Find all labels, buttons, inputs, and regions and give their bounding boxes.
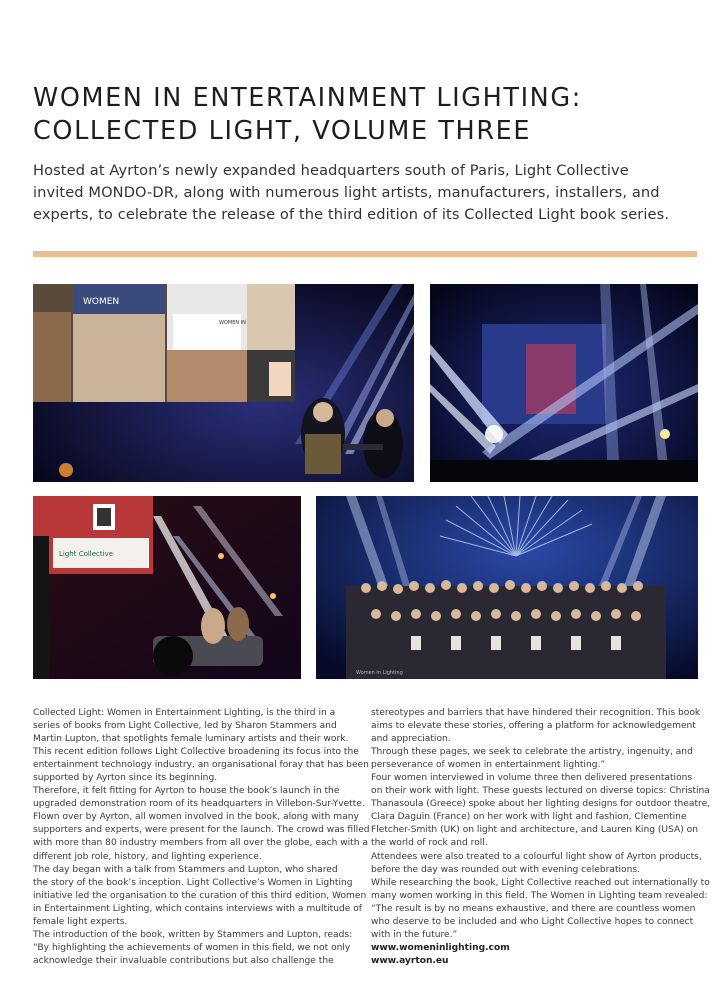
body-column-right (371, 707, 711, 968)
body-line: Fletcher-Smith (UK) on light and architecture, and Lauren King (USA) on (371, 825, 699, 836)
body-line: before the day was rounded out with evening celebrations. (371, 864, 640, 875)
body-line: Through these pages, we seek to celebrate the artistry, ingenuity, and (371, 747, 693, 758)
body-line: and appreciation. (371, 734, 451, 745)
lead-line: Hosted at Ayrton’s newly expanded headquarters south of Paris, Light Collective (33, 162, 629, 179)
body-line: different job role, history, and lighting experience. (33, 851, 262, 862)
svg-text:Light Collective: Light Collective (59, 550, 114, 558)
body-line: Flown over by Ayrton, all women involved in the book, along with many (33, 812, 359, 823)
body-line: While researching the book, Light Collective reached out internationally to (371, 877, 710, 888)
body-line: many women working in this field. The Women in Lighting team revealed: (371, 890, 708, 901)
body-line: perseverance of women in entertainment lighting.” (371, 760, 606, 771)
body-line: the world of rock and roll. (371, 838, 488, 849)
body-line: on their work with light. These guests lectured on diverse topics: Christina (371, 786, 710, 797)
body-line: series of books from Light Collective, led by Sharon Stammers and (33, 721, 337, 732)
body-line: entertainment technology industry, an organisational foray that has been (33, 760, 369, 771)
lead-line: experts, to celebrate the release of the third edition of its Collected Light book series. (33, 206, 670, 223)
body-line: supported by Ayrton since its beginning. (33, 773, 218, 784)
body-line: Therefore, it felt fitting for Ayrton to house the book’s launch in the (33, 786, 340, 797)
body-line: This recent edition follows Light Collective broadening its focus into the (33, 747, 359, 758)
body-line: The day began with a talk from Stammers and Lupton, who shared (33, 864, 338, 875)
body-line: with in the future.” (371, 929, 458, 940)
body-line: upgraded demonstration room of its headquarters in Villebon-Sur-Yvette. (33, 799, 365, 810)
body-line: female light experts. (33, 916, 128, 927)
photo-group (316, 496, 698, 679)
body-line: “By highlighting the achievements of women in this field, we not only (33, 942, 351, 953)
title-line-2: COLLECTED LIGHT, VOLUME THREE (33, 116, 532, 146)
body-line: Four women interviewed in volume three then delivered presentations (371, 773, 693, 784)
lead-paragraph (33, 160, 703, 226)
body-line: acknowledge their invaluable contributions but also challenge the (33, 955, 334, 966)
screen-text: WOMEN (83, 297, 120, 307)
accent-divider (33, 251, 697, 257)
svg-text:WOMEN IN: WOMEN IN (219, 320, 246, 326)
body-line: Martin Lupton, that spotlights female luminary artists and their work. (33, 734, 349, 745)
body-line: who deserve to be included and who Light Collective hopes to connect (371, 916, 694, 927)
body-line: “The result is by no means exhaustive, and there are countless women (371, 903, 696, 914)
lead-line: invited MONDO-DR, along with numerous light artists, manufacturers, installers, and (33, 184, 660, 201)
link-ayrton[interactable]: www.ayrton.eu (371, 955, 449, 966)
body-line: The introduction of the book, written by Stammers and Lupton, reads: (33, 929, 353, 940)
photo-light-show (430, 284, 698, 482)
article-title (33, 82, 703, 148)
body-line: Clara Daguin (France) on her work with light and fashion, Clementine (371, 812, 687, 823)
svg-text:Women in Lighting: Women in Lighting (356, 670, 403, 676)
body-line: with more than 80 industry members from all over the globe, each with a (33, 838, 368, 849)
body-line: aims to elevate these stories, offering a platform for acknowledgement (371, 721, 696, 732)
photo-panel-session (33, 496, 301, 679)
body-line: stereotypes and barriers that have hindered their recognition. This book (371, 708, 701, 718)
photo-stage-talk (33, 284, 414, 482)
title-line-1: WOMEN IN ENTERTAINMENT LIGHTING: (33, 83, 582, 113)
body-line: supporters and experts, were present for the launch. The crowd was filled (33, 825, 370, 836)
link-womeninlighting[interactable]: www.womeninlighting.com (371, 942, 510, 953)
body-line: in Entertainment Lighting, which contains interviews with a multitude of (33, 903, 362, 914)
body-line: the story of the book’s inception. Light Collective’s Women in Lighting (33, 877, 353, 888)
body-line: Attendees were also treated to a colourful light show of Ayrton products, (371, 851, 702, 862)
body-line: initiative led the organisation to the curation of this third edition, Women (33, 890, 367, 901)
body-column-left (33, 707, 370, 968)
body-line: Thanasoula (Greece) spoke about her lighting designs for outdoor theatre, (371, 799, 711, 810)
body-line: Collected Light: Women in Entertainment Lighting, is the third in a (33, 708, 336, 718)
